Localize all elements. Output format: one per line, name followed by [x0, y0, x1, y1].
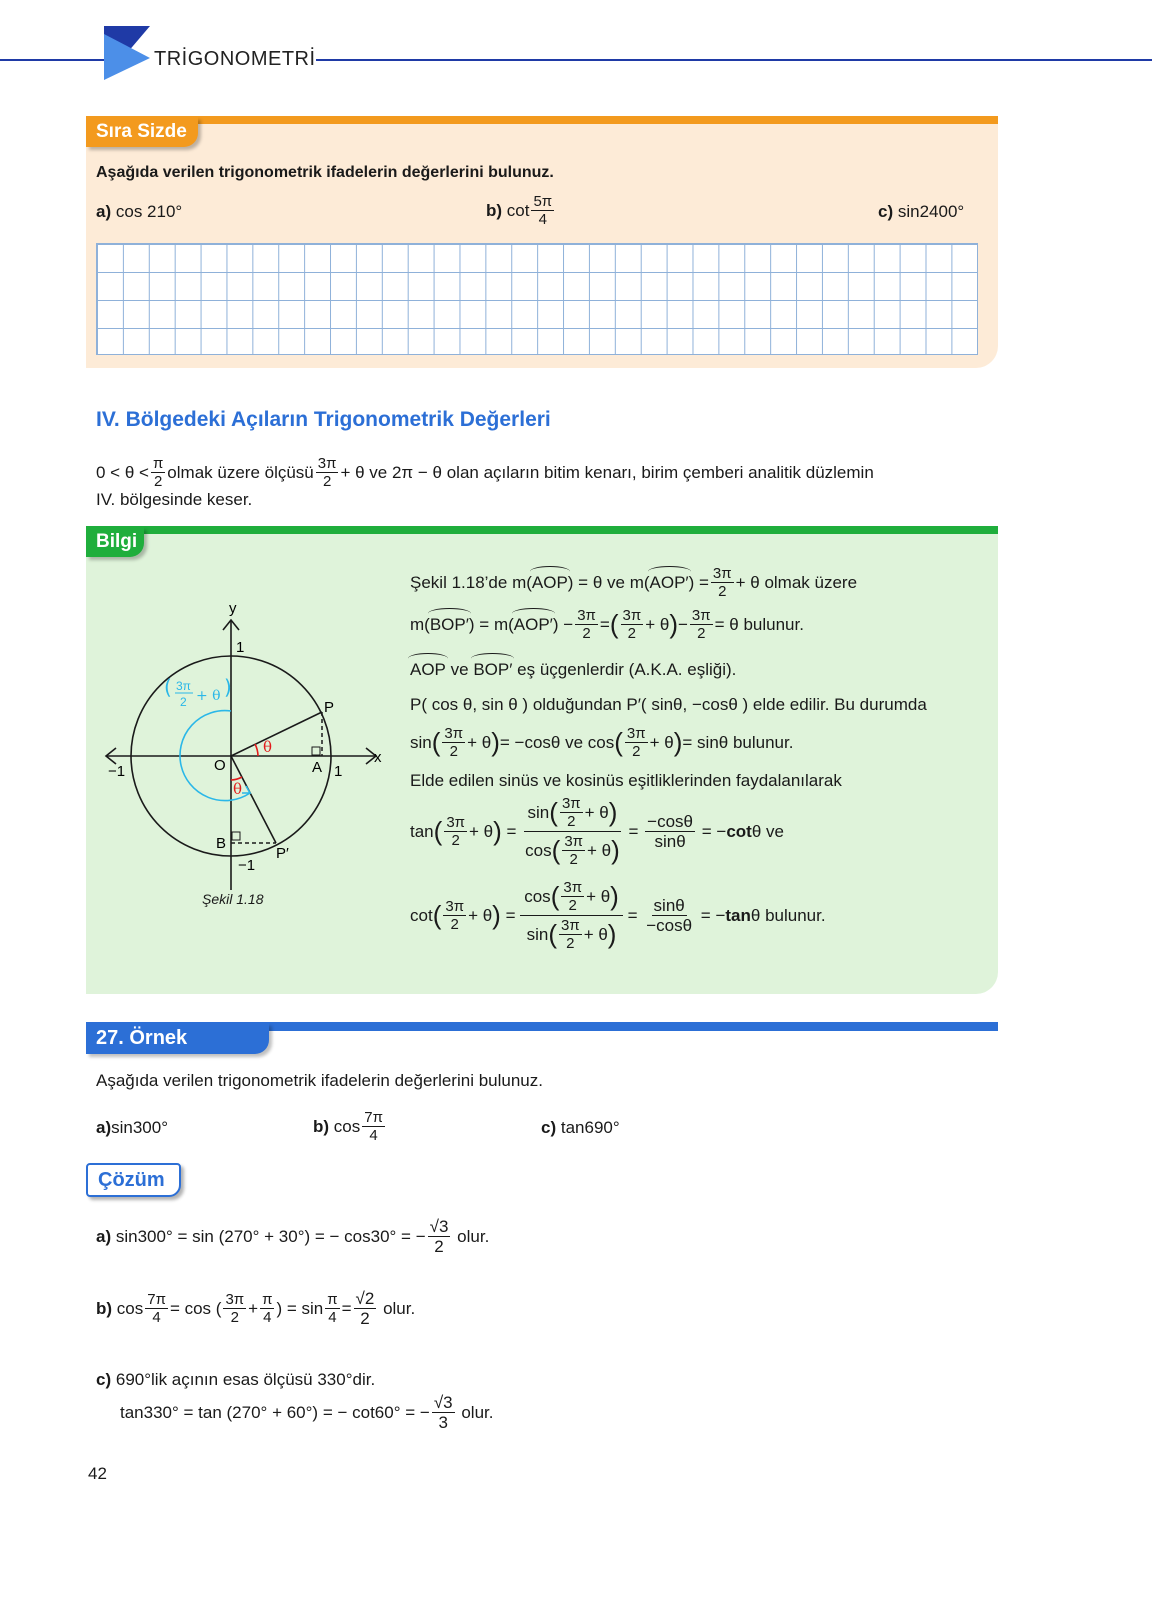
- section-intro-line1: 0 < θ < $\frac{\pi}{2}$ olmak üzere ölçüsü $\frac{3\pi}{2}$ + θ ve 2π − θ olan açıların bitim kenarı, birim çemberi analitik düzlemin: [96, 455, 874, 490]
- cozum-a: a) sin300° = sin (270° + 30°) = − cos30° = − $\frac{√3}{2}$ olur.: [96, 1217, 490, 1256]
- header-title: TRİGONOMETRİ: [154, 48, 316, 70]
- sira-sizde-tag: Sıra Sizde: [86, 117, 198, 147]
- sira-item-b: [486, 194, 556, 227]
- bilgi-tag: Bilgi: [86, 527, 144, 557]
- header-triangle-icon: [104, 26, 152, 80]
- unit-circle-figure: [100, 596, 400, 916]
- sira-sizde-instruction: Aşağıda verilen trigonometrik ifadelerin değerlerini bulunuz.: [96, 164, 554, 181]
- svg-text:): ): [224, 675, 232, 699]
- svg-text:(: (: [164, 675, 172, 699]
- bilgi-line-2: m( BOP′ ) = m( AOP′ ) − $\frac{3\pi}{2}$ = ( $\frac{3\pi}{2}$ + θ ) − $\frac{3\pi}{2}$ = θ bulunur.: [410, 607, 804, 642]
- label-P-prime: P′: [276, 845, 289, 862]
- sira-sizde-bar: [86, 116, 998, 124]
- tan-formula: tan ( $\frac{3\pi}{2}$ + θ ) = sin ( $\frac{3\pi}{2}$ + θ ) cos ( $\frac{3\pi}{2}$ + θ ) = $\frac{-\cos\theta}{\sin\theta}$ = − cot θ ve: [410, 795, 784, 868]
- label-y: y: [229, 600, 237, 617]
- cozum-c-line1: c) 690°lik açının esas ölçüsü 330°dir.: [96, 1370, 376, 1389]
- label-x: x: [374, 749, 382, 766]
- svg-text:2: 2: [180, 695, 187, 709]
- label-theta: θ: [263, 738, 273, 756]
- bilgi-line-1: Şekil 1.18’de m( AOP ) = θ ve m( AOP′ ) = $\frac{3\pi}{2}$ + θ olmak üzere: [410, 565, 858, 600]
- label-cyan-angle: + θ: [196, 688, 221, 704]
- label-O: O: [214, 757, 226, 774]
- sira-item-b-fraction: $\frac{5\pi}{4}$: [533, 193, 553, 228]
- label-one-right: 1: [334, 763, 343, 780]
- sira-item-a-expr: cos 210°: [115, 202, 183, 221]
- label-one-top: 1: [236, 639, 245, 656]
- ornek-tag: 27. Örnek: [86, 1023, 269, 1054]
- cozum-c-line2: tan330° = tan (270° + 60°) = − cot60° = − $\frac{√3}{3}$ olur.: [120, 1393, 494, 1432]
- section-intro-line2: IV. bölgesinde keser.: [96, 490, 253, 509]
- header-rule-left: [0, 59, 104, 61]
- header-rule-right: [316, 59, 1152, 61]
- ornek-item-c: c) tan690°: [541, 1118, 620, 1137]
- sira-item-c: [878, 202, 964, 222]
- cozum-b: b) cos $\frac{7\pi}{4}$ = cos ( $\frac{3\pi}{2}$ + $\frac{\pi}{4}$ ) = sin $\frac{\pi}{4}$ = $\frac{√2}{2}$ olur.: [96, 1289, 416, 1328]
- bilgi-bar: [86, 526, 998, 534]
- figure-caption: Şekil 1.18: [202, 891, 264, 907]
- segment-op: [231, 712, 322, 756]
- label-theta-2: θ: [233, 780, 243, 798]
- sira-item-b-label: b): [486, 200, 503, 220]
- cot-formula: cot ( $\frac{3\pi}{2}$ + θ ) = cos ( $\frac{3\pi}{2}$ + θ ) sin ( $\frac{3\pi}{2}$ + θ ) = $\frac{\sin\theta}{-\cos\theta}$ = − tan θ bulunur.: [410, 879, 826, 952]
- label-A: A: [312, 759, 323, 776]
- ornek-item-a: a) sin300°: [96, 1118, 169, 1137]
- bilgi-line-3: AOP ve BOP′ eş üçgenlerdir (A.K.A. eşliği).: [410, 660, 737, 679]
- cozum-tag: Çözüm: [86, 1163, 181, 1197]
- sira-item-c-expr: sin2400°: [897, 202, 965, 221]
- label-minus-one-left: −1: [108, 763, 126, 780]
- page-number: 42: [88, 1464, 107, 1483]
- sira-item-a-label: a): [96, 202, 112, 221]
- label-P: P: [324, 699, 335, 716]
- sira-item-a: [96, 202, 182, 222]
- svg-text:3π: 3π: [176, 679, 191, 693]
- label-B: B: [216, 835, 227, 852]
- ornek-item-b: b) cos $\frac{7\pi}{4}$: [313, 1109, 383, 1144]
- bilgi-line-5: sin ( $\frac{3\pi}{2}$ + θ ) = −cosθ ve cos ( $\frac{3\pi}{2}$ + θ ) = sinθ bulunur.: [410, 725, 794, 760]
- bilgi-line-6: Elde edilen sinüs ve kosinüs eşitliklerinden faydalanılarak: [410, 771, 842, 790]
- label-minus-one-bottom: −1: [238, 857, 256, 874]
- ornek-instruction: Aşağıda verilen trigonometrik ifadelerin değerlerini bulunuz.: [96, 1071, 543, 1090]
- sira-item-b-expr: cot: [506, 200, 530, 220]
- sira-item-c-label: c): [878, 202, 894, 221]
- answer-grid[interactable]: [96, 243, 978, 355]
- bilgi-line-4: P( cos θ, sin θ ) olduğundan P′( sinθ, −cosθ ) elde edilir. Bu durumda: [410, 695, 927, 714]
- section-title: IV. Bölgedeki Açıların Trigonometrik Değerleri: [96, 408, 551, 431]
